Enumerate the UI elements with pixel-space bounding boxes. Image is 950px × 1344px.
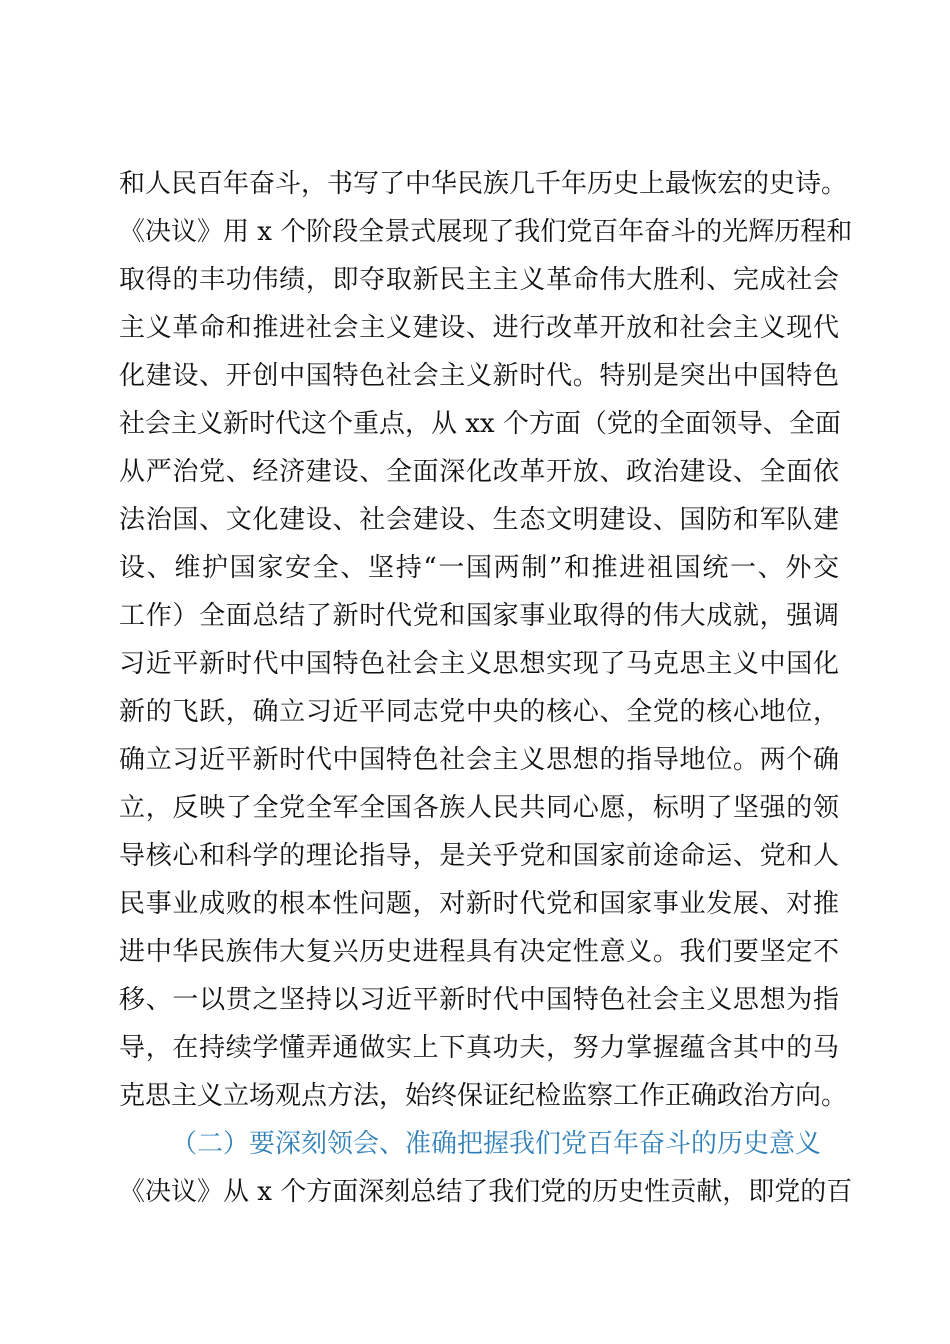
text-line: 化建设、开创中国特色社会主义新时代。特别是突出中国特色: [119, 361, 839, 391]
section-heading: （二）要深刻领会、准确把握我们党百年奋斗的历史意义: [171, 1129, 822, 1159]
text-line: 新的飞跃，确立习近平同志党中央的核心、全党的核心地位，: [119, 697, 839, 727]
text-line: 导核心和科学的理论指导，是关乎党和国家前途命运、党和人: [119, 841, 839, 871]
text-line: 克思主义立场观点方法，始终保证纪检监察工作正确政治方向。: [119, 1081, 848, 1111]
text-line: 移、一以贯之坚持以习近平新时代中国特色社会主义思想为指: [119, 985, 839, 1015]
text-line: 社会主义新时代这个重点，从 xx 个方面（党的全面领导、全面: [119, 409, 841, 439]
text-line: 习近平新时代中国特色社会主义思想实现了马克思主义中国化: [119, 649, 839, 679]
text-line: 设、维护国家安全、坚持“一国两制”和推进祖国统一、外交: [119, 553, 839, 583]
text-line: 确立习近平新时代中国特色社会主义思想的指导地位。两个确: [119, 745, 839, 775]
text-line: 取得的丰功伟绩，即夺取新民主主义革命伟大胜利、完成社会: [119, 265, 839, 295]
text-line: 从严治党、经济建设、全面深化改革开放、政治建设、全面依: [119, 457, 839, 487]
text-line: 《决议》从 x 个方面深刻总结了我们党的历史性贡献，即党的百: [119, 1177, 853, 1207]
text-line: 工作）全面总结了新时代党和国家事业取得的伟大成就，强调: [119, 601, 839, 631]
body-text: [119, 160, 853, 1216]
text-line: 立，反映了全党全军全国各族人民共同心愿，标明了坚强的领: [119, 793, 839, 823]
text-line: 和人民百年奋斗，书写了中华民族几千年历史上最恢宏的史诗。: [119, 169, 848, 199]
text-line: 进中华民族伟大复兴历史进程具有决定性意义。我们要坚定不: [119, 937, 839, 967]
text-line: 民事业成败的根本性问题，对新时代党和国家事业发展、对推: [119, 889, 839, 919]
text-line: 导，在持续学懂弄通做实上下真功夫，努力掌握蕴含其中的马: [119, 1033, 839, 1063]
text-line: 主义革命和推进社会主义建设、进行改革开放和社会主义现代: [119, 313, 839, 343]
text-line: 《决议》用 x 个阶段全景式展现了我们党百年奋斗的光辉历程和: [119, 217, 853, 247]
text-line: 法治国、文化建设、社会建设、生态文明建设、国防和军队建: [119, 505, 839, 535]
